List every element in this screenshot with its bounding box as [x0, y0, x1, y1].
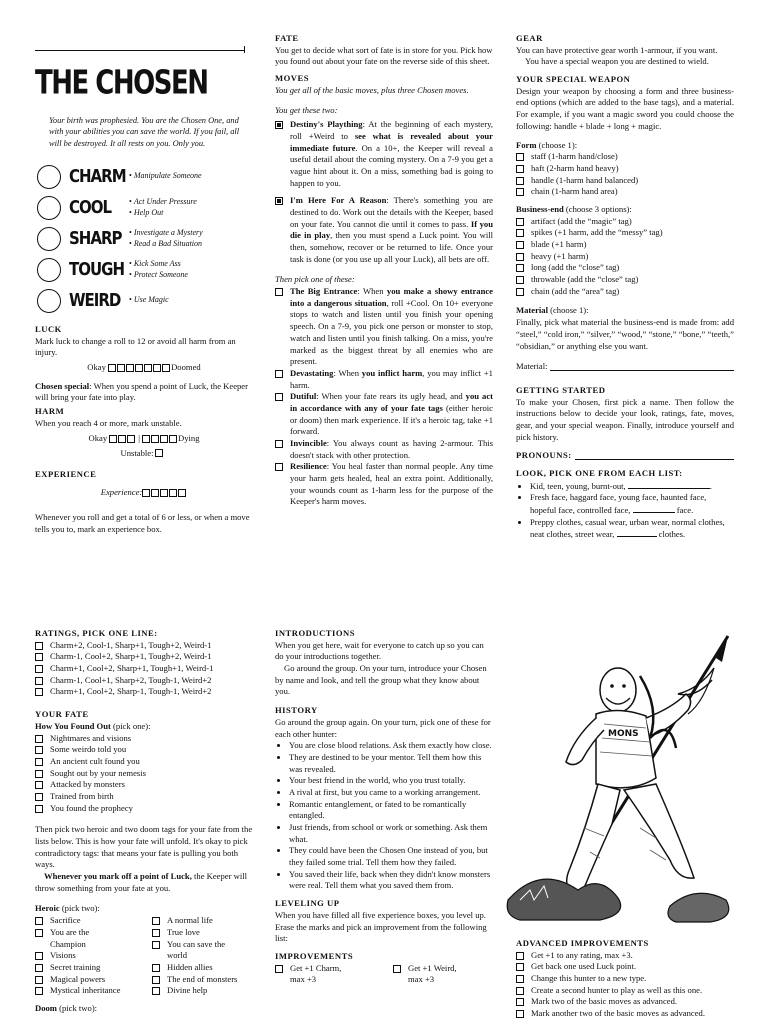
how-checkbox[interactable]: [35, 805, 43, 813]
heroic-checkbox[interactable]: [35, 952, 43, 960]
how-checkbox[interactable]: [35, 781, 43, 789]
harm-text: When you reach 4 or more, mark unstable.: [35, 417, 182, 428]
chosen-illustration: [500, 628, 740, 928]
luck-box[interactable]: [135, 364, 143, 372]
move-invincible: Invincible: You always count as having 2-armour. This doesn't stack with other protection.: [275, 438, 493, 461]
introductions-heading: INTRODUCTIONS: [275, 628, 356, 638]
business-checkbox[interactable]: [516, 241, 524, 249]
luck-harm-xp-block: [35, 324, 253, 536]
weapon-text: Design your weapon by choosing a form and three business-end options (which are added to the base tags), and a material. For example, if you want a magic sword you could choose the following: handle + blade + long + magic.: [516, 85, 734, 131]
history-text: Go around the group again. On your turn, pick one of these for each other hunter:: [275, 716, 491, 739]
heroic-tag: Secret training: [35, 962, 152, 974]
history-item: • Just friends, from school or work or something. Ask them what.: [289, 822, 493, 845]
business-option: blade (+1 harm): [516, 239, 734, 251]
harm-box[interactable]: [169, 435, 177, 443]
stat-sharp: [37, 223, 257, 254]
move-checkbox[interactable]: [275, 393, 283, 401]
advanced-checkbox[interactable]: [516, 975, 524, 983]
luck-box[interactable]: [144, 364, 152, 372]
history-item: • You are close blood relations. Ask them exactly how close.: [289, 740, 493, 752]
tags-text: Then pick two heroic and two doom tags for your fate from the lists below. This is how your fate will unfold. It's okay to pick contradictory tags: that means your fate is pulling you both ways.: [35, 824, 253, 870]
how-checkbox[interactable]: [35, 758, 43, 766]
pick-one-label: Then pick one of these:: [275, 274, 355, 285]
rating-checkbox[interactable]: [35, 642, 43, 650]
xp-box[interactable]: [169, 489, 177, 497]
fate-heading: FATE: [275, 33, 299, 43]
how-label: How You Found Out (pick one):: [35, 720, 151, 731]
advanced-checkbox[interactable]: [516, 952, 524, 960]
moves-sub: You get all of the basic moves, plus three Chosen moves.: [275, 84, 469, 95]
advanced-item: Mark another two of the basic moves as advanced.: [516, 1008, 734, 1020]
warrior-illustration-icon: [500, 628, 740, 928]
look-list: [516, 480, 734, 541]
advanced-checkbox[interactable]: [516, 987, 524, 995]
heroic-checkbox[interactable]: [152, 917, 160, 925]
form-checkbox[interactable]: [516, 165, 524, 173]
rating-checkbox[interactable]: [35, 665, 43, 673]
intro-text: Your birth was prophesied. You are the Chosen One, and with your abilities you can save the world. If you fail, all will be destroyed. It all rests on you. Only you.: [49, 116, 240, 148]
stat-name: CHARM: [69, 165, 126, 188]
unstable-box[interactable]: [155, 449, 163, 457]
luck-box[interactable]: [162, 364, 170, 372]
history-item: • They could have been the Chosen One instead of you, but they failed some trial. Tell them how they failed.: [289, 845, 493, 868]
luck-text: Mark luck to change a roll to 12 or avoid all harm from an injury.: [35, 335, 236, 358]
stats-block: [37, 161, 257, 316]
rating-circle[interactable]: [37, 165, 61, 189]
stat-moves: • Investigate a Mystery • Read a Bad Situation: [129, 228, 203, 250]
heroic-checkbox[interactable]: [152, 964, 160, 972]
move-checkbox[interactable]: [275, 440, 283, 448]
move-here-for-a-reason: I'm Here For A Reason: There's something you are destined to do. Work out the details with the Keeper, based on your fate. You cannot die until it comes to pass. If you die in play, then you must spend a Luck point. You will then, somehow, recover or be returned to life. Once your task is done (or you use up all your Luck), all bets are off.: [275, 195, 493, 265]
business-option: spikes (+1 harm, add the “messy” tag): [516, 227, 734, 239]
luck-track: Okay Doomed: [87, 362, 201, 373]
look-blank[interactable]: [633, 504, 675, 513]
history-item: • Romantic entanglement, or fated to be romantically entangled.: [289, 799, 493, 822]
rating-checkbox[interactable]: [35, 688, 43, 696]
leveling-heading: LEVELING UP: [275, 898, 340, 909]
move-destinys-plaything: Destiny's Plaything: At the beginning of each mystery, roll +Weird to see what is revealed about your immediate future. On a 10+, the Keeper will reveal a useful detail about the coming mystery. On a 7-9 you get a vague hint about it. On a miss, something bad is going to happen to you.: [275, 119, 493, 189]
how-option: Attacked by monsters: [35, 779, 253, 791]
heroic-tag: You are the Champion: [35, 927, 152, 950]
introductions-text-2: Go around the group. On your turn, introduce your Chosen by name and look, and tell the group what they know about you.: [275, 663, 487, 697]
heroic-right-column: [152, 915, 252, 997]
rating-line: Charm+1, Cool+2, Sharp-1, Tough-1, Weird+2: [35, 686, 253, 698]
luck-box[interactable]: [153, 364, 161, 372]
how-checkbox[interactable]: [35, 770, 43, 778]
introductions-text-1: When you get here, wait for everyone to catch up so you can do your introductions together.: [275, 639, 484, 662]
business-label: Business-end (choose 3 options):: [516, 203, 632, 214]
business-checkbox[interactable]: [516, 288, 524, 296]
getting-started-heading: GETTING STARTED: [516, 384, 606, 395]
luck-box[interactable]: [126, 364, 134, 372]
how-option: You found the prophecy: [35, 803, 253, 815]
how-checkbox[interactable]: [35, 746, 43, 754]
heroic-checkbox[interactable]: [35, 917, 43, 925]
heroic-checkbox[interactable]: [152, 976, 160, 984]
heroic-tag: True love: [152, 927, 252, 939]
history-item: • They are destined to be your mentor. Tell them how this was revealed.: [289, 752, 493, 775]
history-item: • Your best friend in the world, who you trust totally.: [289, 775, 493, 787]
harm-box[interactable]: [142, 435, 150, 443]
move-resilience: Resilience: You heal faster than normal people. Any time your harm gets healed, heal an extra point. Additionally, your wounds count as 1-harm less for the purpose of the Keeper's harm moves.: [275, 461, 493, 508]
gear-text-1: You can have protective gear worth 1-armour, if you want.: [516, 44, 718, 55]
rating-line: Charm-1, Cool+2, Sharp+1, Tough+2, Weird-1: [35, 651, 253, 663]
advanced-item: Get +1 to any rating, max +3.: [516, 950, 734, 962]
form-checkbox[interactable]: [516, 188, 524, 196]
business-option: heavy (+1 harm): [516, 251, 734, 263]
form-option: haft (2-harm hand heavy): [516, 163, 734, 175]
move-big-entrance: The Big Entrance: When you make a showy entrance into a dangerous situation, roll +Cool. On 10+ everyone stops to watch and listen until you finish your opening speech. On a 7-9, you pick one person or monster to stop, watch and listen until you finish talking. On a miss, you're marked as the biggest threat by all enemies who are present.: [275, 286, 493, 368]
move-dutiful: Dutiful: When your fate rears its ugly head, and you act in accordance with any of your fate tags (either heroic or doom) then mark experience. If it's a heroic tag, take +1 forward.: [275, 391, 493, 438]
improvements-list: [275, 963, 493, 986]
stat-weird: [37, 285, 257, 316]
heroic-tag: You can save the world: [152, 939, 252, 962]
look-item: • Kid, teen, young, burnt-out, .: [530, 480, 734, 493]
stat-tough: [37, 254, 257, 285]
business-option: chain (add the “area” tag): [516, 286, 734, 298]
material-field: Material:: [516, 361, 734, 373]
how-option: Some weirdo told you: [35, 744, 253, 756]
material-input[interactable]: [550, 361, 735, 371]
heroic-checkbox[interactable]: [35, 964, 43, 972]
move-checkbox[interactable]: [275, 370, 283, 378]
improvement-checkbox[interactable]: [393, 965, 401, 973]
stat-cool: [37, 192, 257, 223]
gear-heading: GEAR: [516, 33, 543, 43]
advanced-checkbox[interactable]: [516, 963, 524, 971]
move-devastating: Devastating: When you inflict harm, you may inflict +1 harm.: [275, 368, 493, 391]
look-blank[interactable]: [628, 480, 710, 489]
rating-line: Charm-1, Cool+1, Sharp+2, Tough-1, Weird+2: [35, 675, 253, 687]
how-checkbox[interactable]: [35, 735, 43, 743]
moves-heading: MOVES: [275, 73, 310, 84]
leveling-text: When you have filled all five experience boxes, you level up. Erase the marks and pick an improvement from the following list:: [275, 909, 487, 944]
rating-circle[interactable]: [37, 227, 61, 251]
weapon-heading: YOUR SPECIAL WEAPON: [516, 74, 631, 85]
history-item: • A rival at first, but you came to a working arrangement.: [289, 787, 493, 799]
experience-text: Whenever you roll and get a total of 6 or less, or when a move tells you to, mark an experience box.: [35, 512, 250, 534]
heroic-checkbox[interactable]: [35, 976, 43, 984]
form-label: Form (choose 1):: [516, 139, 578, 150]
heroic-tag: Sacrifice: [35, 915, 152, 927]
page-title: THE CHOSEN: [35, 64, 208, 102]
harm-box[interactable]: [118, 435, 126, 443]
luck-box[interactable]: [117, 364, 125, 372]
look-heading: LOOK, PICK ONE FROM EACH LIST:: [516, 468, 683, 478]
form-checkbox[interactable]: [516, 153, 524, 161]
how-checkbox[interactable]: [35, 793, 43, 801]
form-option: handle (1-harm hand balanced): [516, 175, 734, 187]
stat-moves: • Use Magic: [129, 295, 169, 306]
improvements-heading: IMPROVEMENTS: [275, 950, 354, 961]
business-checkbox[interactable]: [516, 276, 524, 284]
material-label: Material (choose 1):: [516, 305, 589, 316]
advanced-item: Create a second hunter to play as well as this one.: [516, 985, 734, 997]
rating-checkbox[interactable]: [35, 677, 43, 685]
experience-heading: EXPERIENCE: [35, 468, 97, 479]
harm-box[interactable]: [151, 435, 159, 443]
heroic-tag: Hidden allies: [152, 962, 252, 974]
harm-track: Okay | Dying: [88, 432, 200, 443]
stat-name: SHARP: [69, 227, 122, 250]
luck-box[interactable]: [108, 364, 116, 372]
advanced-block: [516, 938, 734, 1020]
gear-block: [516, 33, 734, 541]
fate-moves-block: [275, 33, 493, 508]
intro-history-block: [275, 628, 493, 986]
stat-name: COOL: [69, 196, 112, 219]
business-checkbox[interactable]: [516, 264, 524, 272]
heroic-tag: Mystical inheritance: [35, 985, 152, 997]
heroic-left-column: [35, 915, 152, 997]
your-fate-heading: YOUR FATE: [35, 709, 89, 720]
heroic-checkbox[interactable]: [152, 929, 160, 937]
xp-box[interactable]: [178, 489, 186, 497]
chosen-special: Chosen special: When you spend a point of Luck, the Keeper will bring your fate into play.: [35, 380, 248, 403]
experience-track: Experience:: [35, 487, 253, 500]
business-option: throwable (add the “close” tag): [516, 274, 734, 286]
history-item: • You saved their life, back when they didn't know monsters were real. Tell them what you saved them from.: [289, 869, 493, 892]
stat-moves: • Kick Some Ass • Protect Someone: [129, 259, 188, 281]
heroic-checkbox[interactable]: [152, 987, 160, 995]
heroic-tag: Visions: [35, 950, 152, 962]
form-option: staff (1-harm hand/close): [516, 151, 734, 163]
improvement-item: Get +1 Charm, max +3: [275, 963, 393, 986]
rating-line: Charm+2, Cool-1, Sharp+1, Tough+2, Weird-1: [35, 640, 253, 652]
look-blank[interactable]: [617, 528, 657, 537]
xp-box[interactable]: [151, 489, 159, 497]
move-checkbox[interactable]: [275, 463, 283, 471]
improvement-checkbox[interactable]: [275, 965, 283, 973]
advanced-item: Change this hunter to a new type.: [516, 973, 734, 985]
heroic-label: Heroic (pick two):: [35, 903, 100, 914]
stat-name: WEIRD: [69, 289, 121, 312]
how-option: Trained from birth: [35, 791, 253, 803]
stat-moves: • Manipulate Someone: [129, 171, 202, 182]
luck-fate-text: Whenever you mark off a point of Luck, the Keeper will throw something from your fate at you.: [35, 871, 247, 893]
history-list: [275, 740, 493, 892]
heroic-tag: A normal life: [152, 915, 252, 927]
harm-box[interactable]: [160, 435, 168, 443]
doom-label: Doom (pick two):: [35, 1002, 98, 1013]
harm-box[interactable]: [109, 435, 117, 443]
heroic-tag: The end of monsters: [152, 974, 252, 986]
advanced-checkbox[interactable]: [516, 1010, 524, 1018]
header-block: [35, 46, 253, 149]
rating-line: Charm+1, Cool+2, Sharp+1, Tough+1, Weird-1: [35, 663, 253, 675]
heroic-checkbox[interactable]: [152, 941, 160, 949]
rating-circle[interactable]: [37, 289, 61, 313]
ratings-fate-block: [35, 628, 253, 1015]
getting-started-text: To make your Chosen, first pick a name. Then follow the instructions below to decide your look, ratings, fate, moves, gear, and your special weapon. Finally, introduce yourself and pick history.: [516, 396, 734, 442]
heroic-checkbox[interactable]: [35, 987, 43, 995]
xp-box[interactable]: [160, 489, 168, 497]
stat-charm: [37, 161, 257, 192]
business-checkbox[interactable]: [516, 253, 524, 261]
move-checkbox[interactable]: [275, 121, 283, 129]
move-checkbox[interactable]: [275, 197, 283, 205]
harm-heading: HARM: [35, 406, 65, 417]
unstable-track: Unstable:: [35, 448, 253, 460]
business-checkbox[interactable]: [516, 218, 524, 226]
harm-box[interactable]: [127, 435, 135, 443]
fate-text: You get to decide what sort of fate is in store for you. Pick how you found out about your fate on the reverse side of this sheet.: [275, 44, 493, 67]
advanced-heading: ADVANCED IMPROVEMENTS: [516, 938, 649, 948]
heroic-checkbox[interactable]: [35, 929, 43, 937]
luck-heading: LUCK: [35, 324, 62, 334]
history-heading: HISTORY: [275, 705, 318, 716]
svg-text:MONS: MONS: [608, 729, 639, 739]
rating-checkbox[interactable]: [35, 653, 43, 661]
advanced-item: Get back one used Luck point.: [516, 961, 734, 973]
advanced-item: Mark two of the basic moves as advanced.: [516, 996, 734, 1008]
look-item: • Preppy clothes, casual wear, urban wear, normal clothes, neat clothes, street wear, clothes.: [530, 517, 734, 541]
stat-name: TOUGH: [69, 258, 125, 281]
improvement-item: Get +1 Weird, max +3: [393, 963, 493, 986]
gear-text-2: You have a special weapon you are destined to wield.: [525, 56, 709, 67]
form-checkbox[interactable]: [516, 177, 524, 185]
get-these-label: You get these two:: [275, 105, 338, 116]
title-rule: [35, 46, 253, 54]
pronouns-input[interactable]: [575, 450, 734, 460]
heroic-tags: [35, 915, 253, 997]
form-option: chain (1-harm hand area): [516, 186, 734, 198]
pronouns-field: PRONOUNS:: [516, 450, 734, 462]
material-text: Finally, pick what material the business-end is made from: add “steel,” “cold iron,” “silver,” “wood,” “stone,” “bone,” “teeth,” “obsidian,” or anything else you want.: [516, 317, 734, 351]
ratings-heading: RATINGS, PICK ONE LINE:: [35, 628, 158, 638]
how-option: Sought out by your nemesis: [35, 768, 253, 780]
business-checkbox[interactable]: [516, 229, 524, 237]
business-option: long (add the “close” tag): [516, 262, 734, 274]
business-option: artifact (add the “magic” tag): [516, 216, 734, 228]
rating-circle[interactable]: [37, 196, 61, 220]
xp-box[interactable]: [142, 489, 150, 497]
heroic-tag: Magical powers: [35, 974, 152, 986]
rating-circle[interactable]: [37, 258, 61, 282]
stat-moves: • Act Under Pressure • Help Out: [129, 197, 197, 219]
move-checkbox[interactable]: [275, 288, 283, 296]
look-item: • Fresh face, haggard face, young face, haunted face, hopeful face, controlled face, face.: [530, 492, 734, 516]
advanced-checkbox[interactable]: [516, 998, 524, 1006]
how-option: An ancient cult found you: [35, 756, 253, 768]
how-option: Nightmares and visions: [35, 733, 253, 745]
heroic-tag: Divine help: [152, 985, 252, 997]
